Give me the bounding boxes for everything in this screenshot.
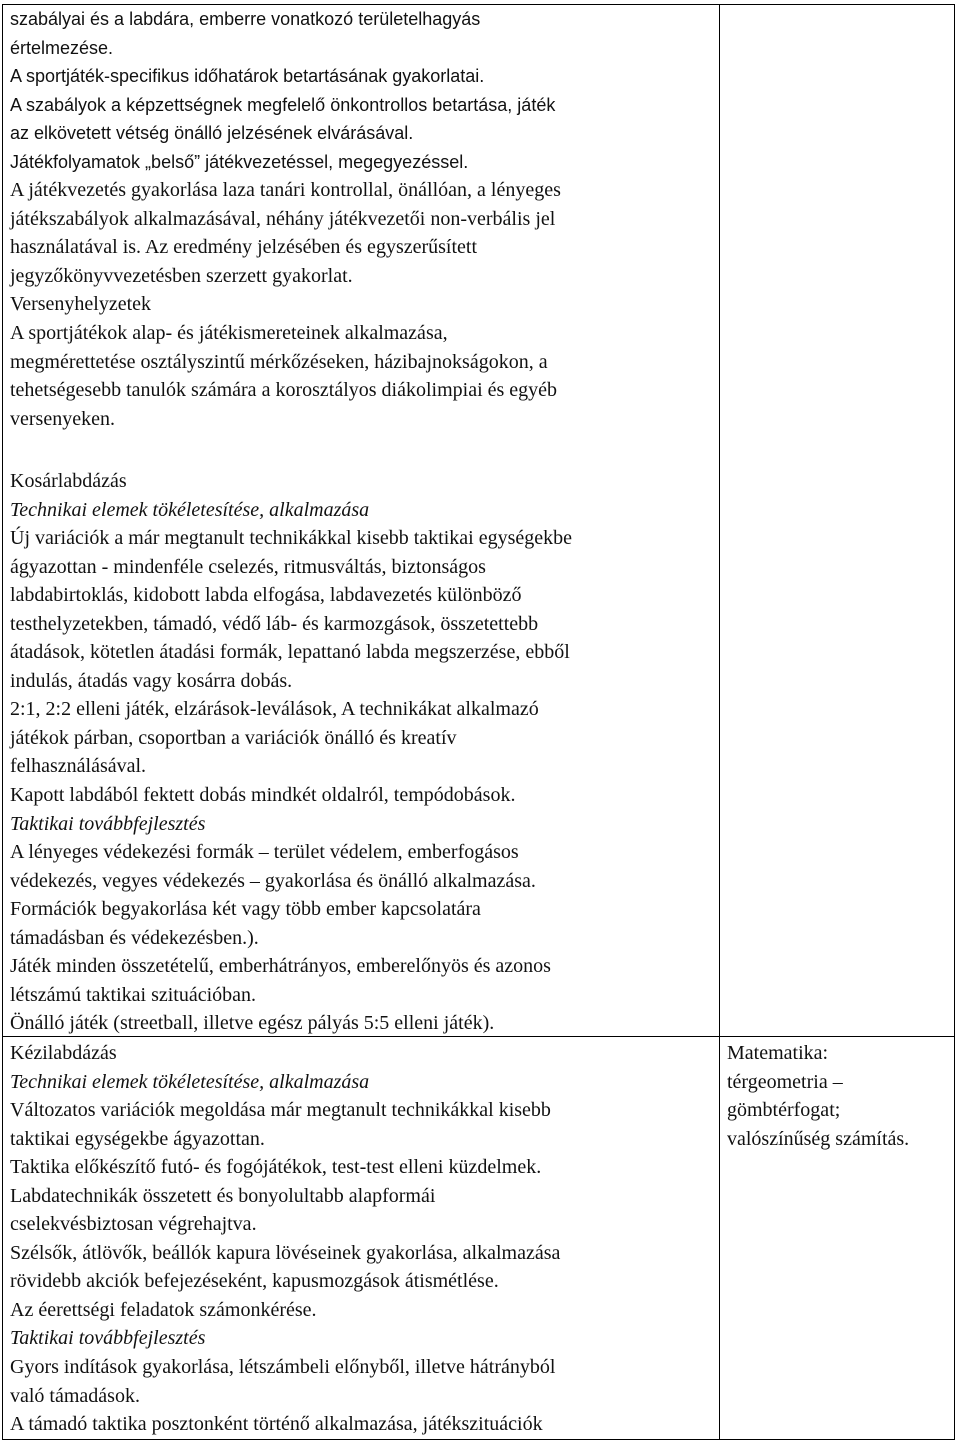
note-line: gömbtérfogat; [727,1099,841,1122]
text-line: indulás, átadás vagy kosárra dobás. [10,669,293,692]
note-line: Matematika: [727,1042,829,1064]
text-line: játékszabályok alkalmazásával, néhány játékvezetői non-verbális jel [10,207,556,230]
text-line: tehetségesebb tanulók számára a korosztályos diákolimpiai és egyéb [10,379,558,402]
text-line: értelmezése. [10,37,114,58]
basketball-section [10,467,716,1038]
text-line: testhelyzetekben, támadó, védő láb- és karmozgások, összetettebb [10,612,539,635]
text-line: Taktika előkészítő futó- és fogójátékok, test-test elleni küzdelmek. [10,1156,542,1179]
section-heading: Kosárlabdázás [10,470,127,492]
text-line: támadásban és védekezésben.). [10,926,259,949]
text-line: Kapott labdából fektett dobás mindkét oldalról, tempódobások. [10,784,516,807]
text-line: Játékfolyamatok „belső” játékvezetéssel, megegyezéssel. [10,151,469,172]
text-line: A sportjáték-specifikus időhatárok betartásának gyakorlatai. [10,66,485,87]
text-line: Labdatechnikák összetett és bonyolultabb alapformái [10,1184,436,1207]
text-line: létszámú taktikai szituációban. [10,983,257,1006]
text-line: A lényeges védekezési formák – terület védelem, emberfogásos [10,841,519,864]
handball-section [10,1039,716,1439]
note-line: valószínűség számítás. [727,1127,910,1150]
text-line: jegyzőkönyvvezetésben szerzett gyakorlat. [10,264,353,287]
text-line: Formációk begyakorlása két vagy több ember kapcsolatára [10,898,481,921]
text-line: Változatos variációk megoldása már megtanult technikákkal kisebb [10,1099,551,1122]
text-line: A játékvezetés gyakorlása laza tanári kontrollal, önállóan, a lényeges [10,179,561,202]
text-line: Játék minden összetételű, emberhátrányos, emberelőnyös és azonos [10,955,551,978]
subheading: Technikai elemek tökéletesítése, alkalmazása [10,498,370,521]
text-line: Szélsők, átlövők, beállók kapura lövéseinek gyakorlása, alkalmazása [10,1241,561,1264]
subheading: Technikai elemek tökéletesítése, alkalmazása [10,1070,370,1093]
text-line: védekezés, vegyes védekezés – gyakorlása és önálló alkalmazása. [10,869,536,892]
text-line: rövidebb akciók befejezéseként, kapusmozgások átismétlése. [10,1270,499,1293]
text-line: Az éerettségi feladatok számonkérése. [10,1298,317,1321]
text-line: A támadó taktika posztonként történő alkalmazása, játékszituációk [10,1413,543,1436]
subheading: Taktikai továbbfejlesztés [10,812,206,835]
text-line: ágyazottan - mindenféle cselezés, ritmusváltás, biztonságos [10,555,486,578]
curriculum-table [2,4,955,1440]
text-line: Önálló játék (streetball, illetve egész pályás 5:5 elleni játék). [10,1012,495,1035]
text-line: 2:1, 2:2 elleni játék, elzárások-leválások, A technikákat alkalmazó [10,698,539,721]
text-line: használatával is. Az eredmény jelzésében és egyszerűsített [10,236,478,259]
text-line: Gyors indítások gyakorlása, létszámbeli előnyből, illetve hátrányból [10,1356,556,1379]
text-line: szabályai és a labdára, emberre vonatkozó területelhagyás [10,9,481,29]
section-heading: Versenyhelyzetek [10,293,152,316]
text-line: való támadások. [10,1384,140,1407]
cross-curricular-note [727,1039,955,1153]
text-line: cselekvésbiztosan végrehajtva. [10,1213,257,1236]
text-line: felhasználásával. [10,755,147,778]
text-line: átadások, kötetlen átadási formák, lepattanó labda megszerzése, ebből [10,641,570,664]
text-line: játékok párban, csoportban a variációk önálló és kreatív [10,726,457,749]
text-line: Új variációk a már megtanult technikákkal kisebb taktikai egységekbe [10,527,573,550]
text-line: A sportjátékok alap- és játékismereteinek alkalmazása, [10,322,448,345]
text-line: versenyeken. [10,407,115,430]
text-line: A szabályok a képzettségnek megfelelő önkontrollos betartása, játék [10,94,556,115]
rules-and-competition-text [10,5,716,433]
text-line: taktikai egységekbe ágyazottan. [10,1127,265,1150]
text-line: az elkövetett vétség önálló jelzésének elvárásával. [10,123,414,144]
section-heading: Kézilabdázás [10,1042,117,1064]
subheading: Taktikai továbbfejlesztés [10,1327,206,1350]
note-line: térgeometria – [727,1070,843,1093]
text-line: megmérettetése osztályszintű mérkőzéseken, házibajnokságokon, a [10,350,548,373]
text-line: labdabirtoklás, kidobott labda elfogása, labdavezetés különböző [10,584,522,607]
column-divider [719,5,720,1439]
